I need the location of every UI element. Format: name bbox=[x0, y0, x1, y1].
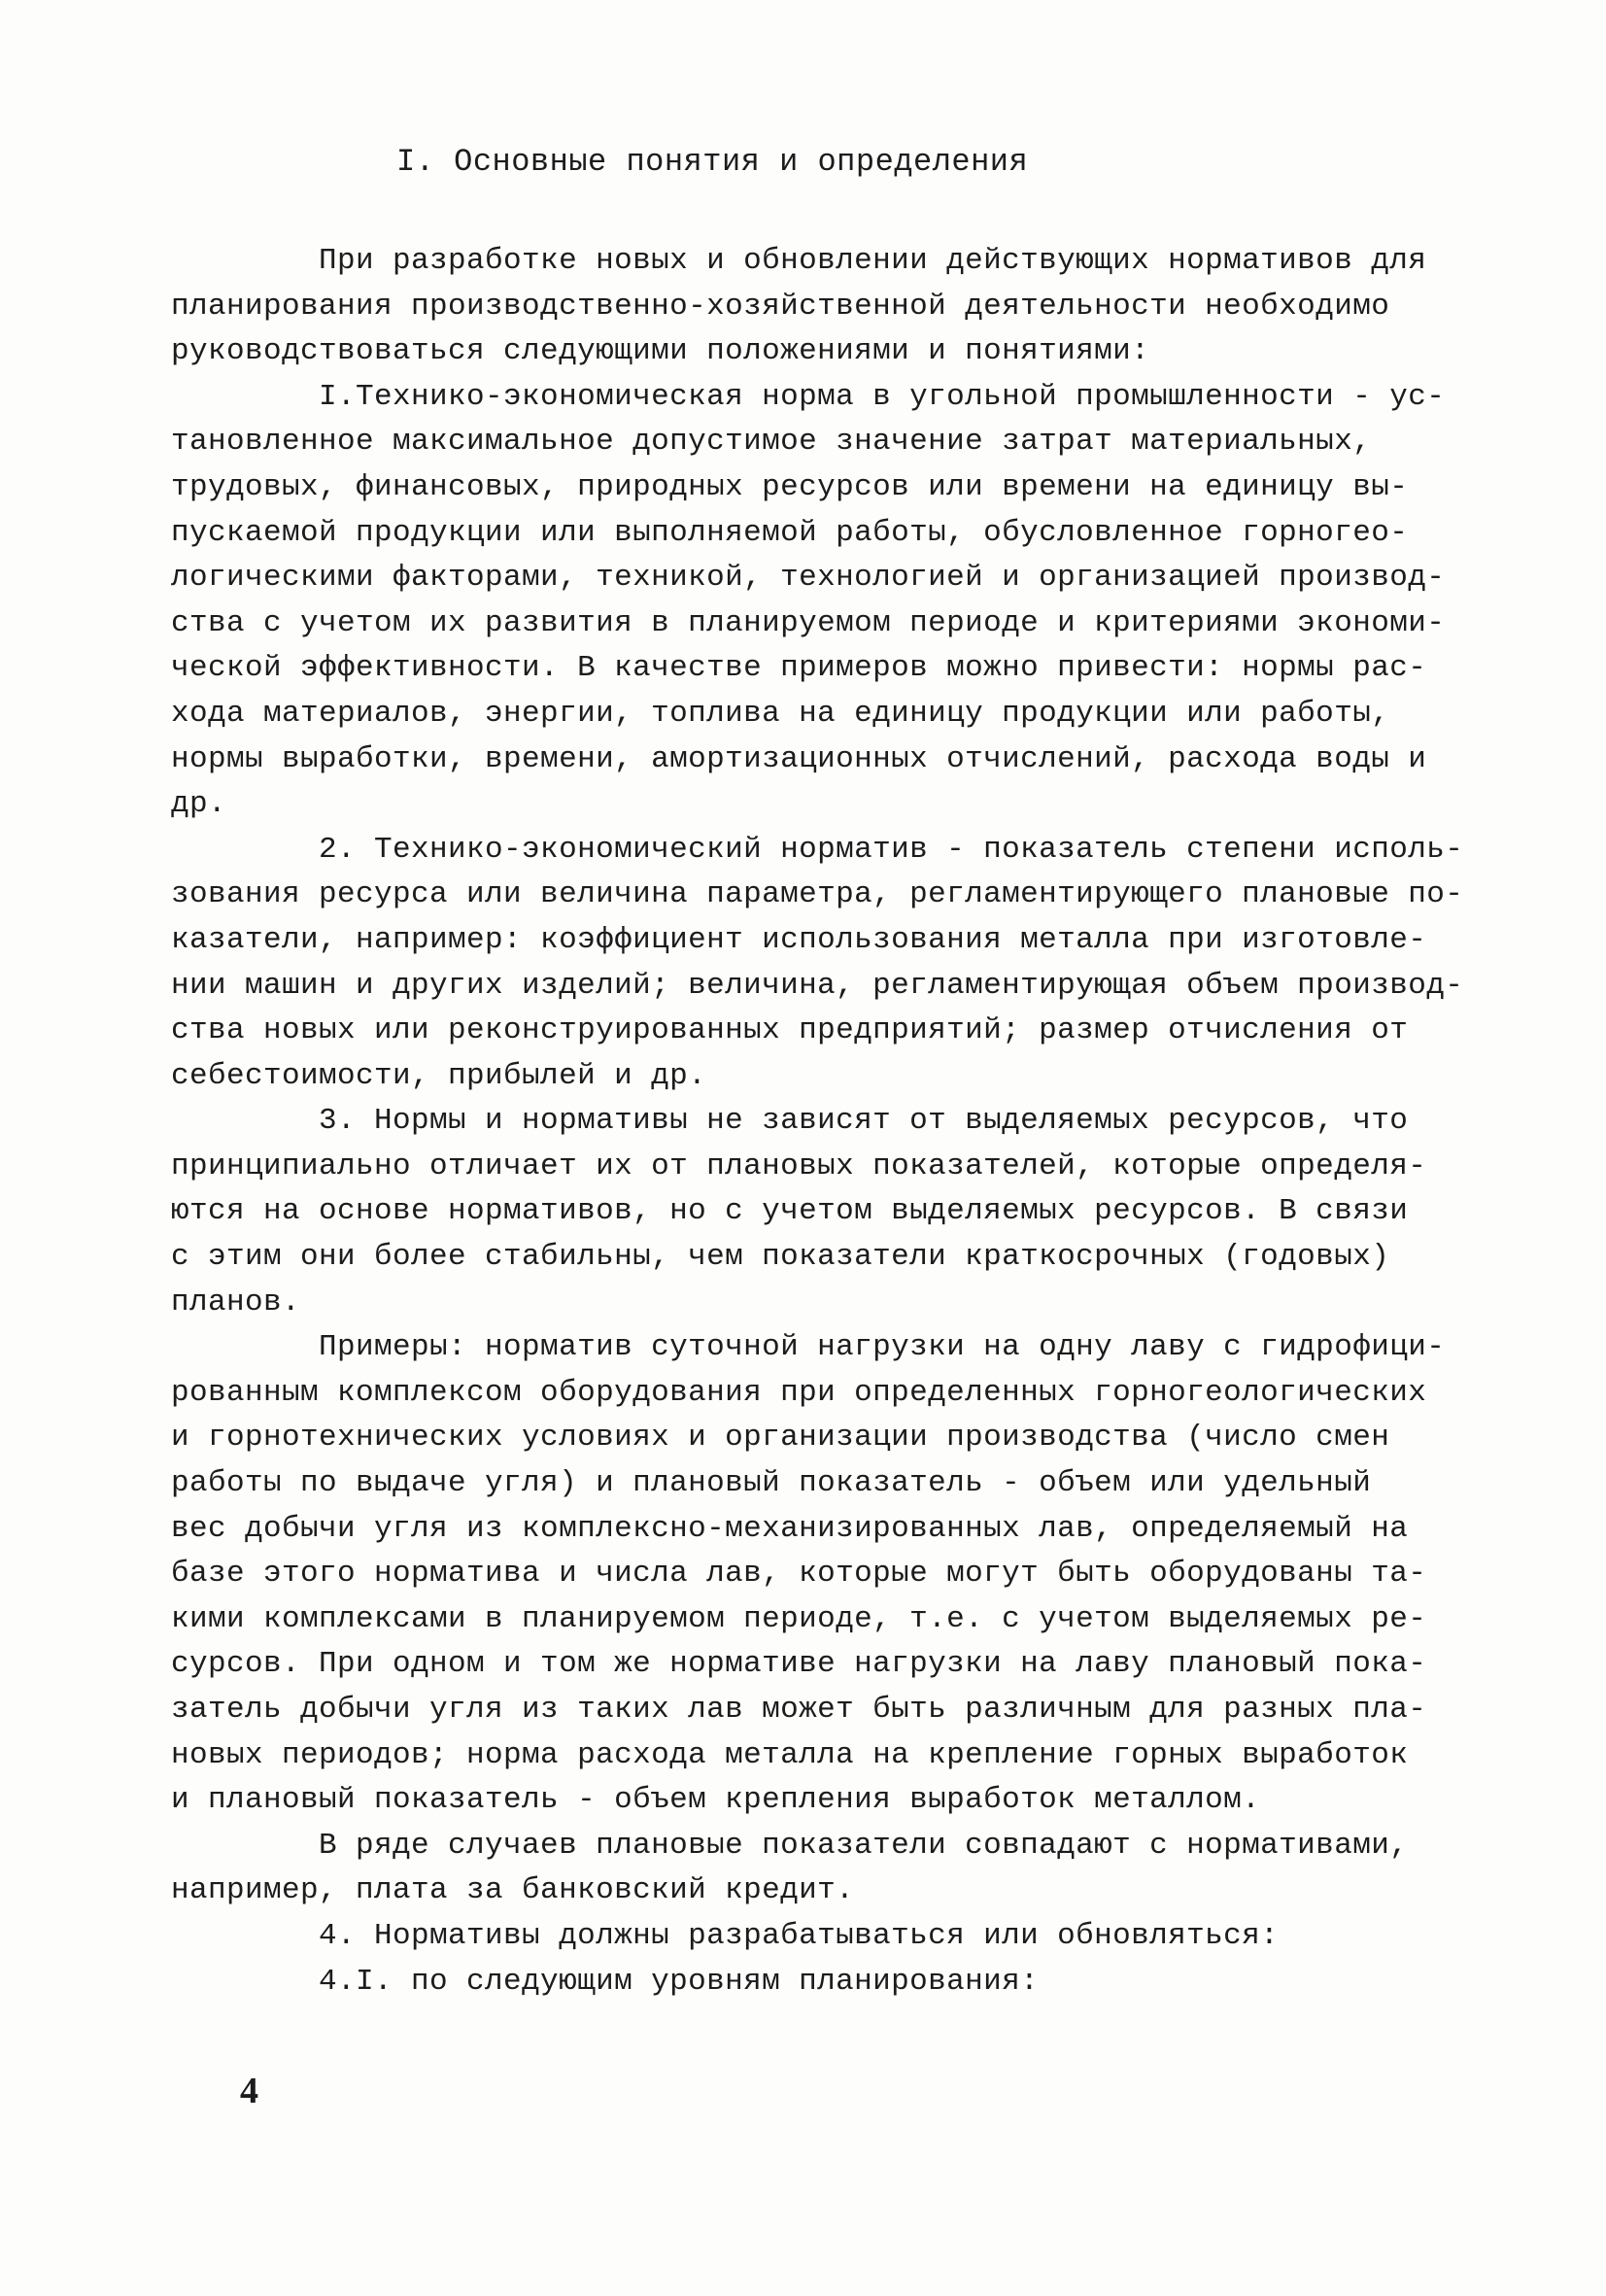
text-line: 4. Нормативы должны разрабатываться или обновляться: bbox=[171, 1918, 1280, 1953]
text-line: ства с учетом их развития в планируемом периоде и критериями экономи- bbox=[171, 605, 1446, 640]
text-line: новых периодов; норма расхода металла на крепление горных выработок bbox=[171, 1737, 1409, 1772]
text-line: планов. bbox=[171, 1285, 301, 1319]
text-line: ства новых или реконструированных предприятий; размер отчисления от bbox=[171, 1013, 1409, 1048]
text-line: ются на основе нормативов, но с учетом выделяемых ресурсов. В связи bbox=[171, 1194, 1409, 1229]
text-line: I.Технико-экономическая норма в угольной промышленности - ус- bbox=[171, 379, 1446, 414]
text-line: При разработке новых и обновлении действующих нормативов для bbox=[171, 244, 1427, 278]
text-line: пускаемой продукции или выполняемой работы, обусловленное горногео- bbox=[171, 515, 1409, 550]
text-line: казатели, например: коэффициент использования металла при изготовле- bbox=[171, 922, 1427, 957]
text-line: 2. Технико-экономический норматив - показатель степени исполь- bbox=[171, 832, 1464, 867]
text-line: ческой эффективности. В качестве примеров можно привести: нормы рас- bbox=[171, 651, 1427, 686]
text-line: логическими факторами, техникой, технологией и организацией производ- bbox=[171, 561, 1446, 596]
text-line: сурсов. При одном и том же нормативе нагрузки на лаву плановый пока- bbox=[171, 1647, 1427, 1682]
page-number: 4 bbox=[240, 2071, 258, 2111]
text-line: нормы выработки, времени, амортизационных отчислений, расхода воды и bbox=[171, 741, 1427, 776]
text-line: 4.I. по следующим уровням планирования: bbox=[171, 1964, 1040, 1999]
text-line: себестоимости, прибылей и др. bbox=[171, 1058, 707, 1093]
text-line: и плановый показатель - объем крепления выработок металлом. bbox=[171, 1783, 1261, 1818]
text-line: принципиально отличает их от плановых показателей, которые определя- bbox=[171, 1148, 1427, 1183]
body-text bbox=[171, 239, 1473, 2005]
section-heading: I. Основные понятия и определения bbox=[396, 144, 1029, 180]
text-line: затель добычи угля из таких лав может быть различным для разных пла- bbox=[171, 1693, 1427, 1727]
text-line: Примеры: норматив суточной нагрузки на одну лаву с гидрофици- bbox=[171, 1330, 1446, 1365]
text-line: базе этого норматива и числа лав, которые могут быть оборудованы та- bbox=[171, 1557, 1427, 1592]
text-line: В ряде случаев плановые показатели совпадают с нормативами, bbox=[171, 1828, 1409, 1863]
text-line: кими комплексами в планируемом периоде, т.е. с учетом выделяемых ре- bbox=[171, 1601, 1427, 1636]
text-line: работы по выдаче угля) и плановый показатель - объем или удельный bbox=[171, 1466, 1372, 1501]
text-line: трудовых, финансовых, природных ресурсов или времени на единицу вы- bbox=[171, 469, 1409, 504]
text-line: 3. Нормы и нормативы не зависят от выделяемых ресурсов, что bbox=[171, 1104, 1409, 1139]
text-line: и горнотехнических условиях и организации производства (число смен bbox=[171, 1421, 1390, 1456]
text-line: вес добычи угля из комплексно-механизированных лав, определяемый на bbox=[171, 1511, 1409, 1546]
text-line: зования ресурса или величина параметра, регламентирующего плановые по- bbox=[171, 877, 1464, 912]
text-line: рованным комплексом оборудования при определенных горногеологических bbox=[171, 1375, 1427, 1410]
text-line: др. bbox=[171, 787, 227, 822]
text-line: тановленное максимальное допустимое значение затрат материальных, bbox=[171, 425, 1372, 460]
text-line: руководствоваться следующими положениями и понятиями: bbox=[171, 334, 1150, 369]
text-line: нии машин и других изделий; величина, регламентирующая объем производ- bbox=[171, 968, 1464, 1003]
text-line: с этим они более стабильны, чем показатели краткосрочных (годовых) bbox=[171, 1240, 1390, 1275]
text-line: например, плата за банковский кредит. bbox=[171, 1873, 855, 1908]
text-line: планирования производственно-хозяйственной деятельности необходимо bbox=[171, 289, 1390, 324]
text-line: хода материалов, энергии, топлива на единицу продукции или работы, bbox=[171, 696, 1390, 731]
